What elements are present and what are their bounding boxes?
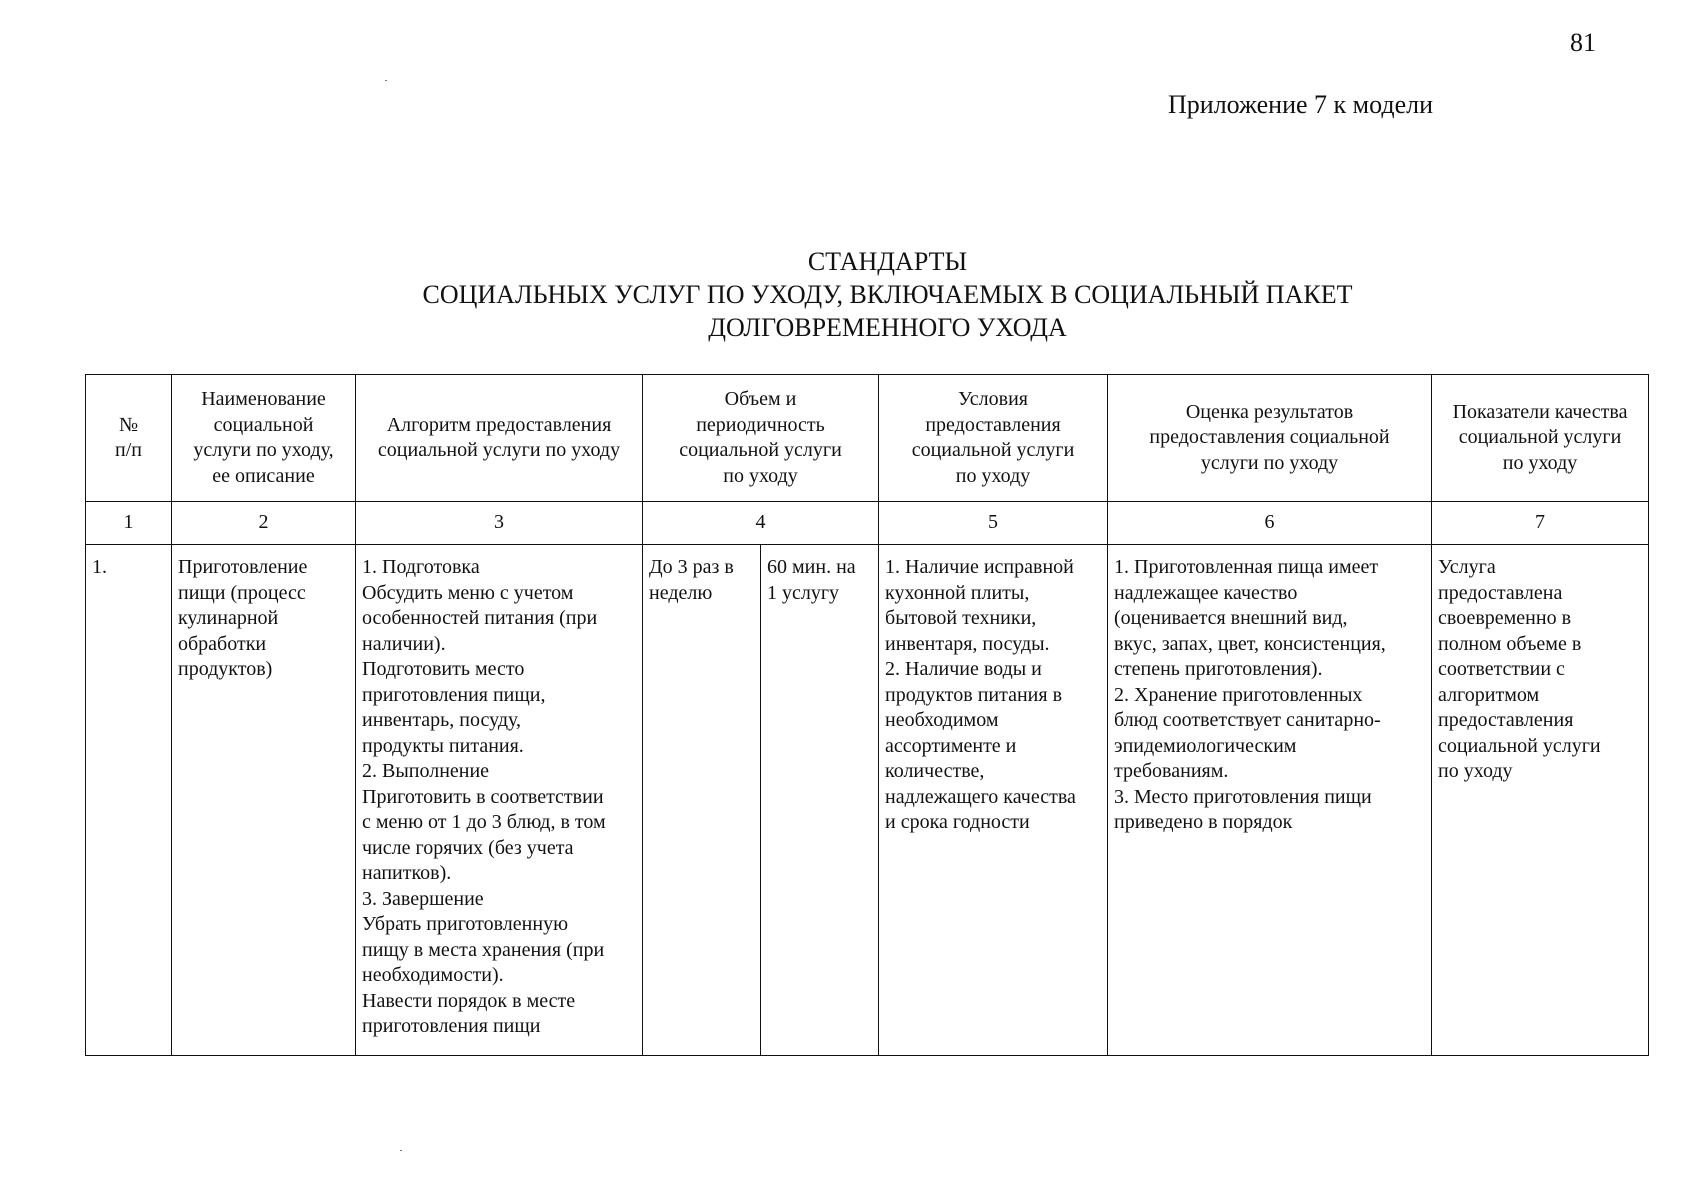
cell-frequency: До 3 раз в неделю	[643, 545, 761, 1056]
standards-table	[85, 374, 1649, 1056]
column-number: 2	[172, 502, 356, 545]
header-quality: Показатели качества социальной услуги по уходу	[1432, 375, 1649, 502]
appendix-label: Приложение 7 к модели	[1168, 90, 1434, 119]
cell-evaluation: 1. Приготовленная пища имеет надлежащее качество (оценивается внешний вид, вкус, запах, цвет, консистенция, степень приготовления). 2. Хранение приготовленных блюд соответствует санитарно- эпидемиологическим требованиям. 3. Место приготовления пищи приведено в порядок	[1108, 545, 1432, 1056]
column-number-row	[86, 502, 1649, 545]
cell-conditions: 1. Наличие исправной кухонной плиты, бытовой техники, инвентаря, посуды. 2. Наличие воды и продуктов питания в необходимом ассортименте и количестве, надлежащего качества и срока годности	[879, 545, 1108, 1056]
header-evaluation: Оценка результатов предоставления социальной услуги по уходу	[1108, 375, 1432, 502]
header-volume: Объем и периодичность социальной услуги по уходу	[643, 375, 879, 502]
cell-algorithm: 1. Подготовка Обсудить меню с учетом особенностей питания (при наличии). Подготовить место приготовления пищи, инвентарь, посуду, продукты питания. 2. Выполнение Приготовить в соответствии с меню от 1 до 3 блюд, в том числе горячих (без учета напитков). 3. Завершение Убрать приготовленную пищу в места хранения (при необходимости). Навести порядок в месте приготовления пищи	[356, 545, 643, 1056]
header-service-name: Наименование социальной услуги по уходу, ее описание	[172, 375, 356, 502]
column-number: 1	[86, 502, 172, 545]
page-number: 81	[1570, 28, 1596, 57]
header-num: № п/п	[86, 375, 172, 502]
header-algorithm: Алгоритм предоставления социальной услуги по уходу	[356, 375, 643, 502]
header-row	[86, 375, 1649, 502]
header-conditions: Условия предоставления социальной услуги по уходу	[879, 375, 1108, 502]
title-line-3: ДОЛГОВРЕМЕННОГО УХОДА	[708, 313, 1067, 342]
title-line-2: СОЦИАЛЬНЫХ УСЛУГ ПО УХОДУ, ВКЛЮЧАЕМЫХ В СОЦИАЛЬНЫЙ ПАКЕТ	[422, 280, 1353, 309]
column-number: 3	[356, 502, 643, 545]
column-number: 6	[1108, 502, 1432, 545]
title-line-1: СТАНДАРТЫ	[807, 247, 968, 276]
column-number: 7	[1432, 502, 1649, 545]
cell-duration: 60 мин. на 1 услугу	[761, 545, 879, 1056]
column-number: 5	[879, 502, 1108, 545]
cell-num: 1.	[86, 545, 172, 1056]
table-row	[86, 545, 1649, 1056]
cell-service-name: Приготовление пищи (процесс кулинарной обработки продуктов)	[172, 545, 356, 1056]
column-number: 4	[643, 502, 879, 545]
document-title	[0, 245, 1697, 344]
cell-quality: Услуга предоставлена своевременно в полном объеме в соответствии с алгоритмом предоставления социальной услуги по уходу	[1432, 545, 1649, 1056]
